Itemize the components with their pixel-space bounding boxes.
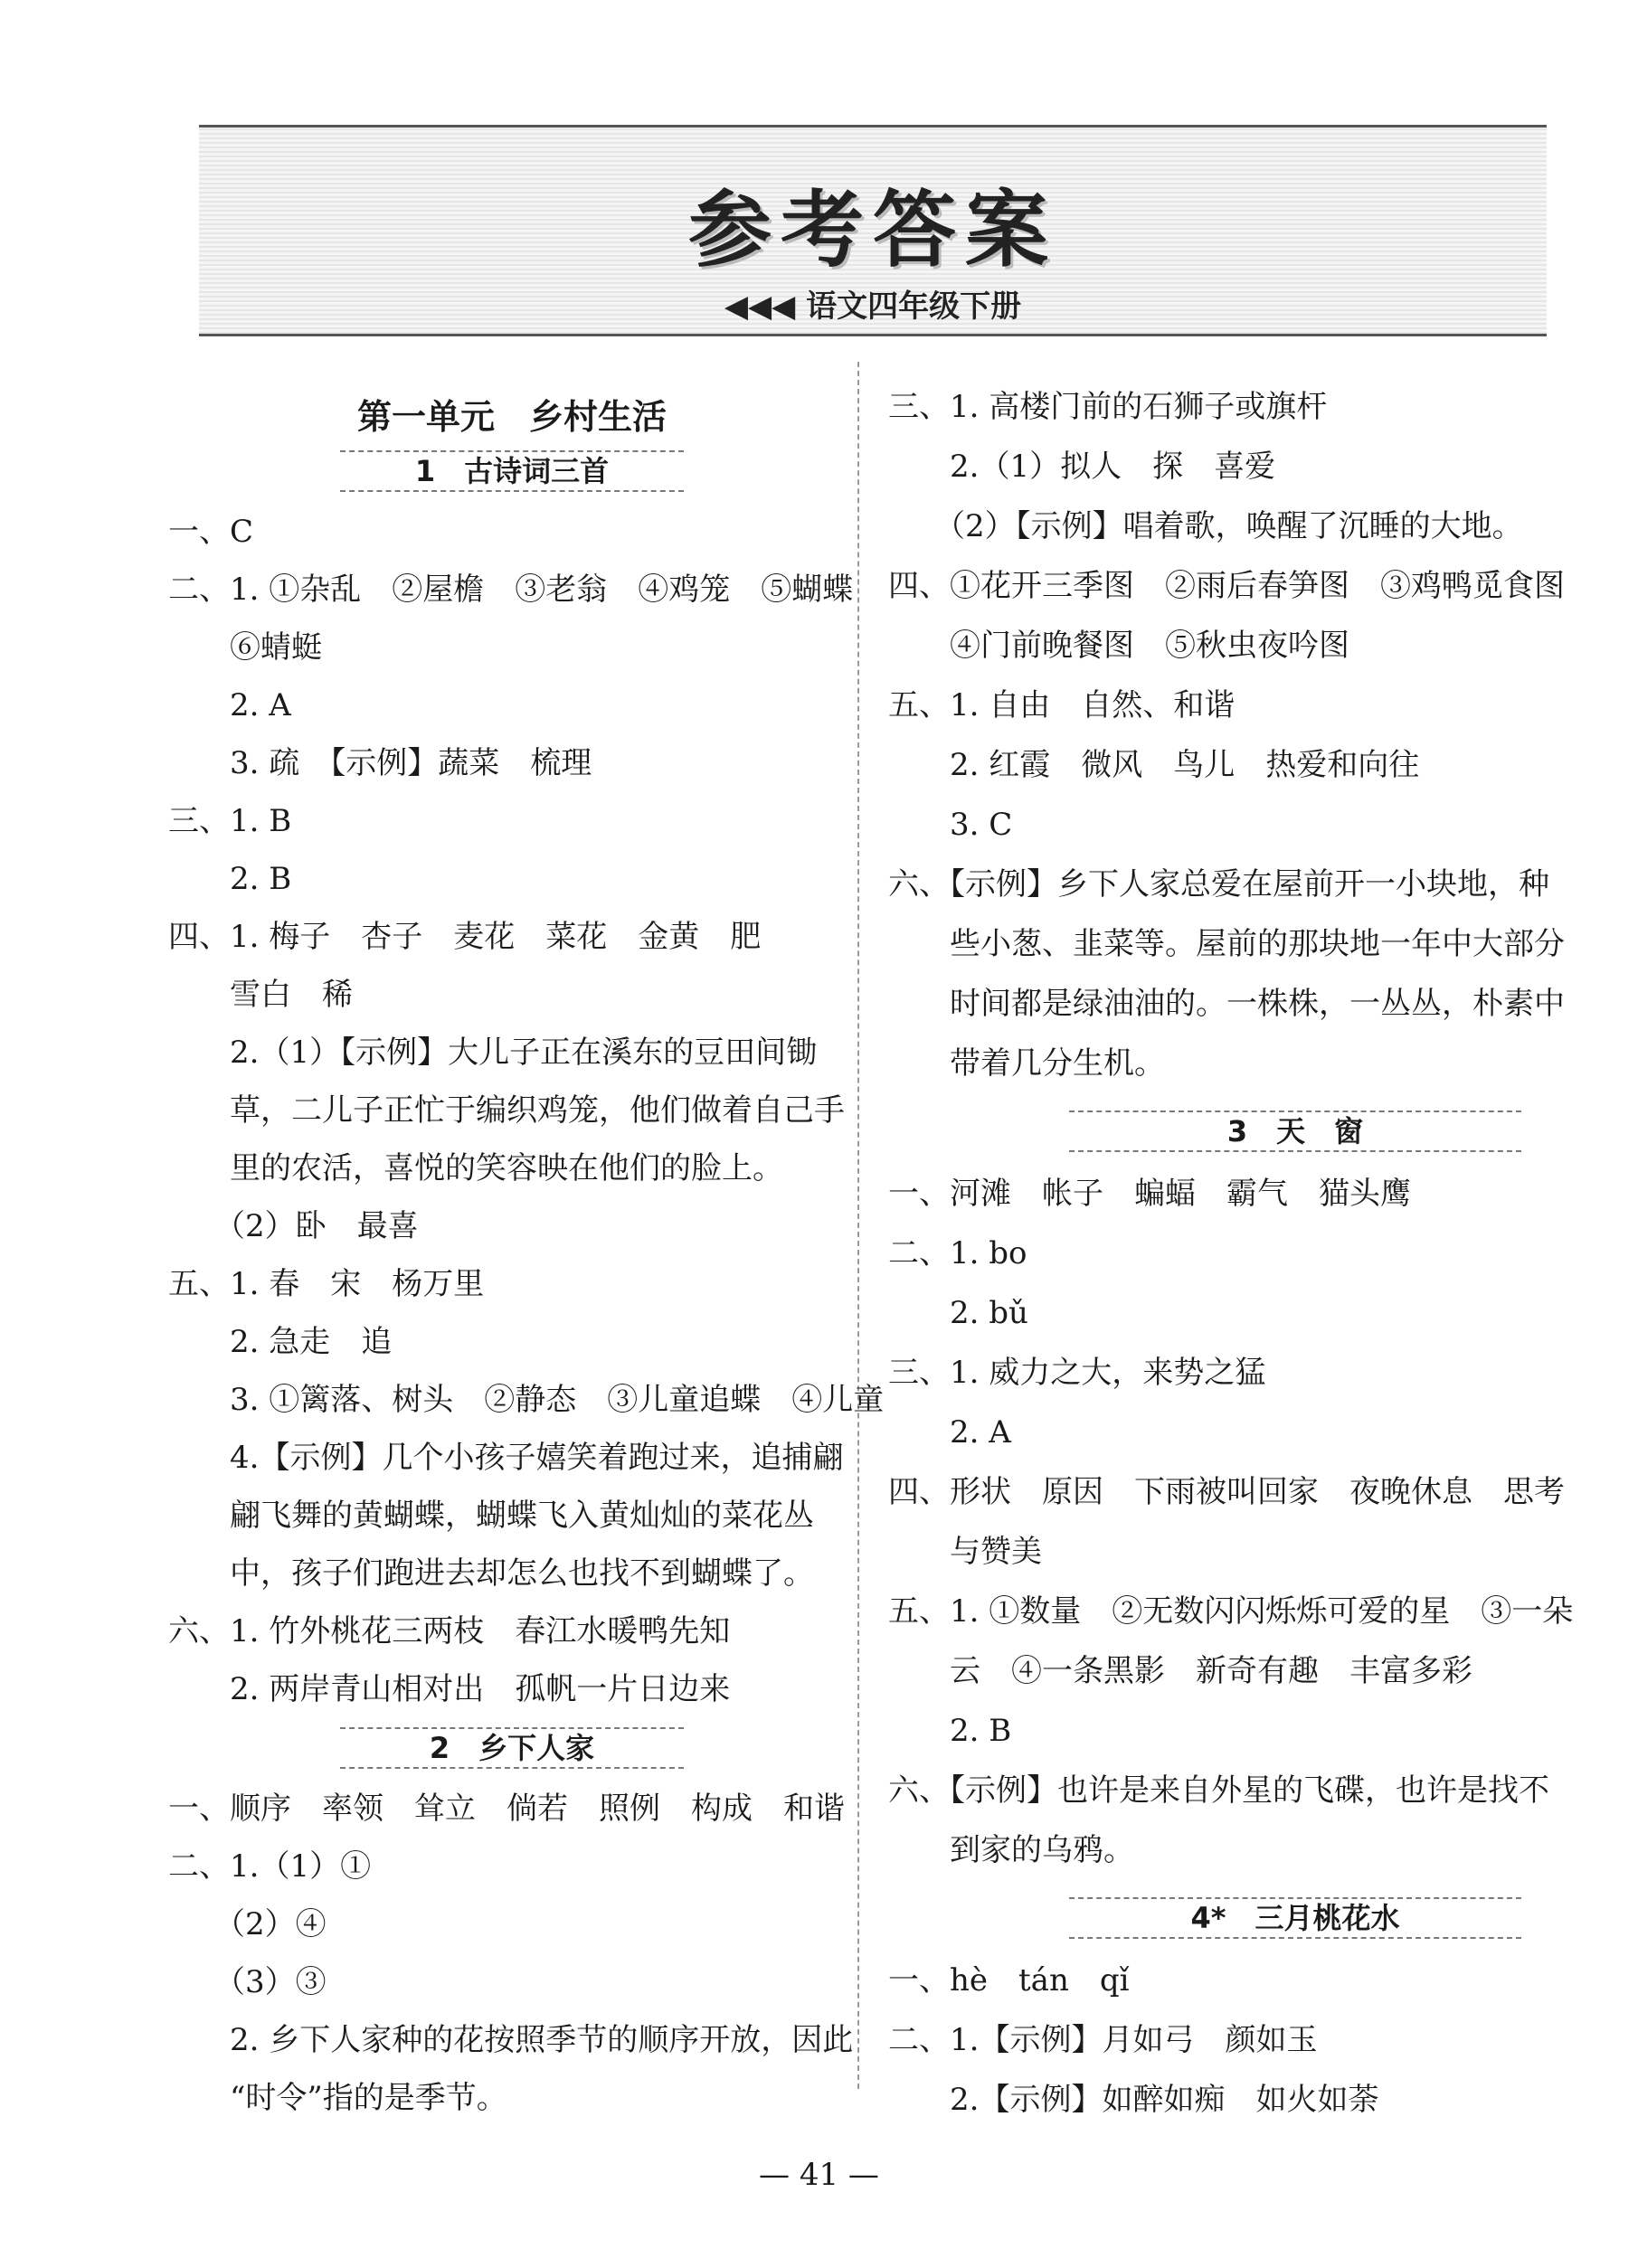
answer-line: 些小葱、韭菜等。屋前的那块地一年中大部分 bbox=[888, 926, 1565, 962]
answer-line: “时令”指的是季节。 bbox=[168, 2080, 507, 2116]
answer-line: 二、1. bo bbox=[888, 1235, 1027, 1271]
answer-line: 2. B bbox=[168, 861, 292, 897]
page-number: — 41 — bbox=[759, 2157, 879, 2193]
answer-line: 3. C bbox=[888, 807, 1013, 843]
answer-line: 3. ①篱落、树头 ②静态 ③儿童追蝶 ④儿童 bbox=[168, 1382, 885, 1418]
answer-line: （3）③ bbox=[168, 1964, 327, 2000]
answer-line: 2. B bbox=[888, 1713, 1012, 1749]
lesson-title-3: 3 天 窗 bbox=[1069, 1110, 1521, 1152]
answer-line: ④门前晚餐图 ⑤秋虫夜吟图 bbox=[888, 628, 1349, 664]
answer-line: 翩飞舞的黄蝴蝶，蝴蝶飞入黄灿灿的菜花丛 bbox=[168, 1498, 814, 1534]
page-subtitle: ◀◀◀ 语文四年级下册 bbox=[724, 288, 1022, 325]
answer-line: （2）④ bbox=[168, 1906, 327, 1942]
answer-line: 2.（1）拟人 探 喜爱 bbox=[888, 449, 1276, 485]
answer-line: 中，孩子们跑进去却怎么也找不到蝴蝶了。 bbox=[168, 1555, 814, 1592]
answer-line: 时间都是绿油油的。一株株，一丛丛，朴素中 bbox=[888, 986, 1565, 1022]
lesson-title-1: 1 古诗词三首 bbox=[340, 450, 684, 492]
answer-line: 一、C bbox=[168, 514, 254, 550]
answer-line: 2. 两岸青山相对出 孤帆一片日边来 bbox=[168, 1671, 731, 1707]
answer-line: 带着几分生机。 bbox=[888, 1045, 1165, 1082]
page-title: 参考答案 bbox=[687, 182, 1057, 279]
answer-line: 四、1. 梅子 杏子 麦花 菜花 金黄 肥 bbox=[168, 919, 762, 955]
answer-line: 2. 红霞 微风 鸟儿 热爱和向往 bbox=[888, 747, 1420, 783]
lesson-title-4: 4* 三月桃花水 bbox=[1069, 1897, 1521, 1939]
answer-line: 雪白 稀 bbox=[168, 977, 353, 1013]
column-divider bbox=[857, 362, 859, 2089]
answer-line: 五、1. 春 宋 杨万里 bbox=[168, 1266, 485, 1302]
answer-line: 六、【示例】乡下人家总爱在屋前开一小块地，种 bbox=[888, 866, 1549, 902]
answer-line: 2. A bbox=[888, 1414, 1011, 1451]
answer-line: 2. bǔ bbox=[888, 1295, 1028, 1331]
answer-line: 草，二儿子正忙于编织鸡笼，他们做着自己手 bbox=[168, 1092, 845, 1129]
answer-line: （2）【示例】唱着歌，唤醒了沉睡的大地。 bbox=[888, 508, 1523, 544]
answer-line: 与赞美 bbox=[888, 1534, 1042, 1570]
answer-line: 四、①花开三季图 ②雨后春笋图 ③鸡鸭觅食图 bbox=[888, 568, 1565, 604]
answer-line: 五、1. ①数量 ②无数闪闪烁烁可爱的星 ③一朵 bbox=[888, 1593, 1574, 1630]
unit-title: 第一单元 乡村生活 bbox=[356, 397, 667, 437]
answer-line: 云 ④一条黑影 新奇有趣 丰富多彩 bbox=[888, 1653, 1472, 1689]
answer-line: 2. 急走 追 bbox=[168, 1324, 393, 1360]
answer-line: 里的农活，喜悦的笑容映在他们的脸上。 bbox=[168, 1150, 783, 1186]
answer-line: 三、1. 高楼门前的石狮子或旗杆 bbox=[888, 389, 1328, 425]
answer-line: 一、hè tán qǐ bbox=[888, 1962, 1130, 1999]
answer-line: 二、1. ①杂乱 ②屋檐 ③老翁 ④鸡笼 ⑤蝴蝶 bbox=[168, 572, 854, 608]
answer-line: 2.（1）【示例】大儿子正在溪东的豆田间锄 bbox=[168, 1035, 818, 1071]
answer-line: 六、【示例】也许是来自外星的飞碟，也许是找不 bbox=[888, 1772, 1549, 1809]
answer-line: 一、顺序 率领 耸立 倘若 照例 构成 和谐 bbox=[168, 1791, 845, 1827]
answer-line: ⑥蜻蜓 bbox=[168, 629, 322, 666]
answer-line: 一、河滩 帐子 蝙蝠 霸气 猫头鹰 bbox=[888, 1176, 1411, 1212]
answer-line: 三、1. 威力之大，来势之猛 bbox=[888, 1355, 1266, 1391]
answer-line: 四、形状 原因 下雨被叫回家 夜晚休息 思考 bbox=[888, 1474, 1565, 1510]
answer-line: 2. A bbox=[168, 687, 291, 723]
lesson-title-2: 2 乡下人家 bbox=[340, 1727, 684, 1769]
answer-line: 三、1. B bbox=[168, 803, 292, 839]
answer-line: 2.【示例】如醉如痴 如火如荼 bbox=[888, 2082, 1379, 2118]
answer-line: 六、1. 竹外桃花三两枝 春江水暖鸭先知 bbox=[168, 1613, 731, 1649]
answer-line: 3. 疏 【示例】蔬菜 梳理 bbox=[168, 745, 592, 781]
answer-line: 二、1.【示例】月如弓 颜如玉 bbox=[888, 2022, 1318, 2058]
header-banner bbox=[199, 125, 1547, 336]
answer-line: 二、1.（1）① bbox=[168, 1848, 372, 1885]
answer-line: 五、1. 自由 自然、和谐 bbox=[888, 687, 1236, 723]
answer-line: 到家的乌鸦。 bbox=[888, 1832, 1134, 1868]
answer-line: 2. 乡下人家种的花按照季节的顺序开放，因此 bbox=[168, 2022, 854, 2058]
answer-line: 4.【示例】几个小孩子嬉笑着跑过来，追捕翩 bbox=[168, 1440, 844, 1476]
answer-line: （2）卧 最喜 bbox=[168, 1208, 419, 1244]
